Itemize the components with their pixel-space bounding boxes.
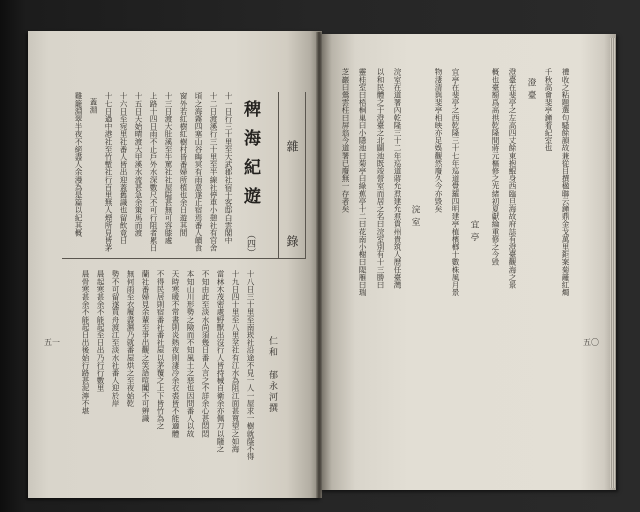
text-column: 勢不可留遂買舟渡江至淡水社番人迎於岸 bbox=[111, 270, 120, 407]
text-column: 當林木茂密處野獸出沒行人皆持械自衛余亦佩刀以隨之 bbox=[216, 270, 225, 453]
book-spine bbox=[316, 32, 322, 498]
text-column: 十二日渡溪行三十里至半線社停車小憩社有官舍 bbox=[209, 92, 218, 252]
section-frame-line bbox=[305, 92, 306, 258]
text-column: 物淒清與斐亭相映亦足娛觀然廢久今亦毀矣 bbox=[434, 68, 443, 213]
section-heading: 浣室 bbox=[410, 205, 420, 231]
text-column: 雞籠淵翠半夜不絕盡人余漫為是篇以紀其概 bbox=[74, 92, 83, 237]
text-column: 天時寒暖不常晝則炎熱夜則淒冷余衣裘皆不能適體 bbox=[171, 270, 180, 438]
text-column: 十六日至宛里社番人皆出迎蓋舊識也留飲竟日 bbox=[119, 92, 128, 244]
text-column: 蘭社番婦見余輩至爭出觀之笑語喧闐不可辨識 bbox=[141, 270, 150, 422]
section-heading: 宜亭 bbox=[469, 220, 479, 246]
text-column: 十三日渡大肚溪至牛罵社社屋隘甚無可容膝處 bbox=[164, 92, 173, 244]
text-column: 十八日三十里至南崁社沿途不見一人一屋求一樹就蔭不得 bbox=[246, 270, 255, 460]
text-column: 芝巖曰鶯雲柱曰屏翁今道署已廢無一存者矣 bbox=[341, 68, 350, 213]
section-label: 雜錄 bbox=[285, 140, 299, 330]
text-column: 蓋淵 bbox=[89, 98, 98, 114]
author-name: 郁永河撰 bbox=[267, 370, 277, 414]
text-column: 十九日四十里至八里坌社有江水為阻江面甚寬望之如海 bbox=[231, 270, 240, 453]
text-column: 窗外若紅樹紅樹村皆番婦所植也余日遊其間 bbox=[179, 92, 188, 237]
text-column: 頃之海霧四塞山谷晦冥有雨意遂止宿焉番人饋食 bbox=[194, 92, 203, 252]
text-column: 十五日天始晴渡大甲溪水流甚急余策馬而渡 bbox=[134, 92, 143, 237]
part-number: （四） bbox=[245, 230, 255, 257]
text-column: 無何雨至衣履盡濕乃就番屋烘之至夜始乾 bbox=[126, 270, 135, 407]
author-origin: 仁和 bbox=[267, 336, 277, 358]
page-number: 五〇 bbox=[583, 338, 599, 347]
text-column: 千秋高會斐亭鐘着紀室也 bbox=[544, 68, 553, 152]
text-column: 宜亭在斐亭之西乾隆三十七年巡道覺羅四明建亭植檳榔十數株風月景 bbox=[451, 68, 460, 296]
section-divider-line bbox=[62, 258, 306, 259]
text-column: 浣室在道署內乾隆三十二年巡道蔣允焄建允焄貴州貴筑人歷任臺灣 bbox=[393, 68, 402, 289]
text-column: 澄臺在斐亭之左高四丈餘東抱鯤身西臨旦海故府誌有澄臺觀海之景 bbox=[508, 68, 517, 289]
page-number: 五一 bbox=[44, 338, 60, 347]
section-frame-line bbox=[278, 92, 279, 258]
text-column: 禮收之粘題選句騷餘韻故兼從目撰楹聯云鐘鼎金戈萬里鉅案菊籬紅燭 bbox=[561, 68, 570, 296]
text-column: 以和民體之于澄臺之北闢池既竣營室而居之名曰浣室別有十三勝曰 bbox=[376, 68, 385, 289]
text-column: 不知由此至淡水尚須幾日番人言之不詳余心甚悶悶 bbox=[201, 270, 210, 438]
page-edges bbox=[610, 38, 616, 488]
text-column: 不得民居則宿番社番社屋以茅覆之上下皆竹為之 bbox=[156, 270, 165, 430]
text-column: 十一日行三十里至大武郡社宿于客邸白雲閣中 bbox=[224, 92, 233, 244]
text-column: 晨起寒甚余不能起至日出乃行行數里 bbox=[96, 270, 105, 392]
article-title: 稗海紀遊 bbox=[240, 100, 260, 216]
text-column: 上路十四日雨不止戶外水深數尺不可行阻者累日 bbox=[149, 92, 158, 252]
text-column: 晨骨寒甚余不能起日出後始行路甚泥濘不堪 bbox=[81, 270, 90, 415]
text-column: 本知山川形勢之險而不知風土之惡也因問番人以故 bbox=[186, 270, 195, 438]
text-column: 靈桂室曰梧桐巢曰小隱池曰菊亭曰綠蕉亭十二曰花南小榭曰隄雁曰瑞 bbox=[358, 68, 367, 296]
section-heading: 澄臺 bbox=[526, 78, 536, 104]
text-column: 概也臺額爲高拱乾隆間蔣元樞修之光緒初夏獻綸重修之今毀 bbox=[491, 68, 500, 266]
text-column: 十七日過中港社至竹塹社行百里無人煙所見皆茅 bbox=[104, 92, 113, 252]
